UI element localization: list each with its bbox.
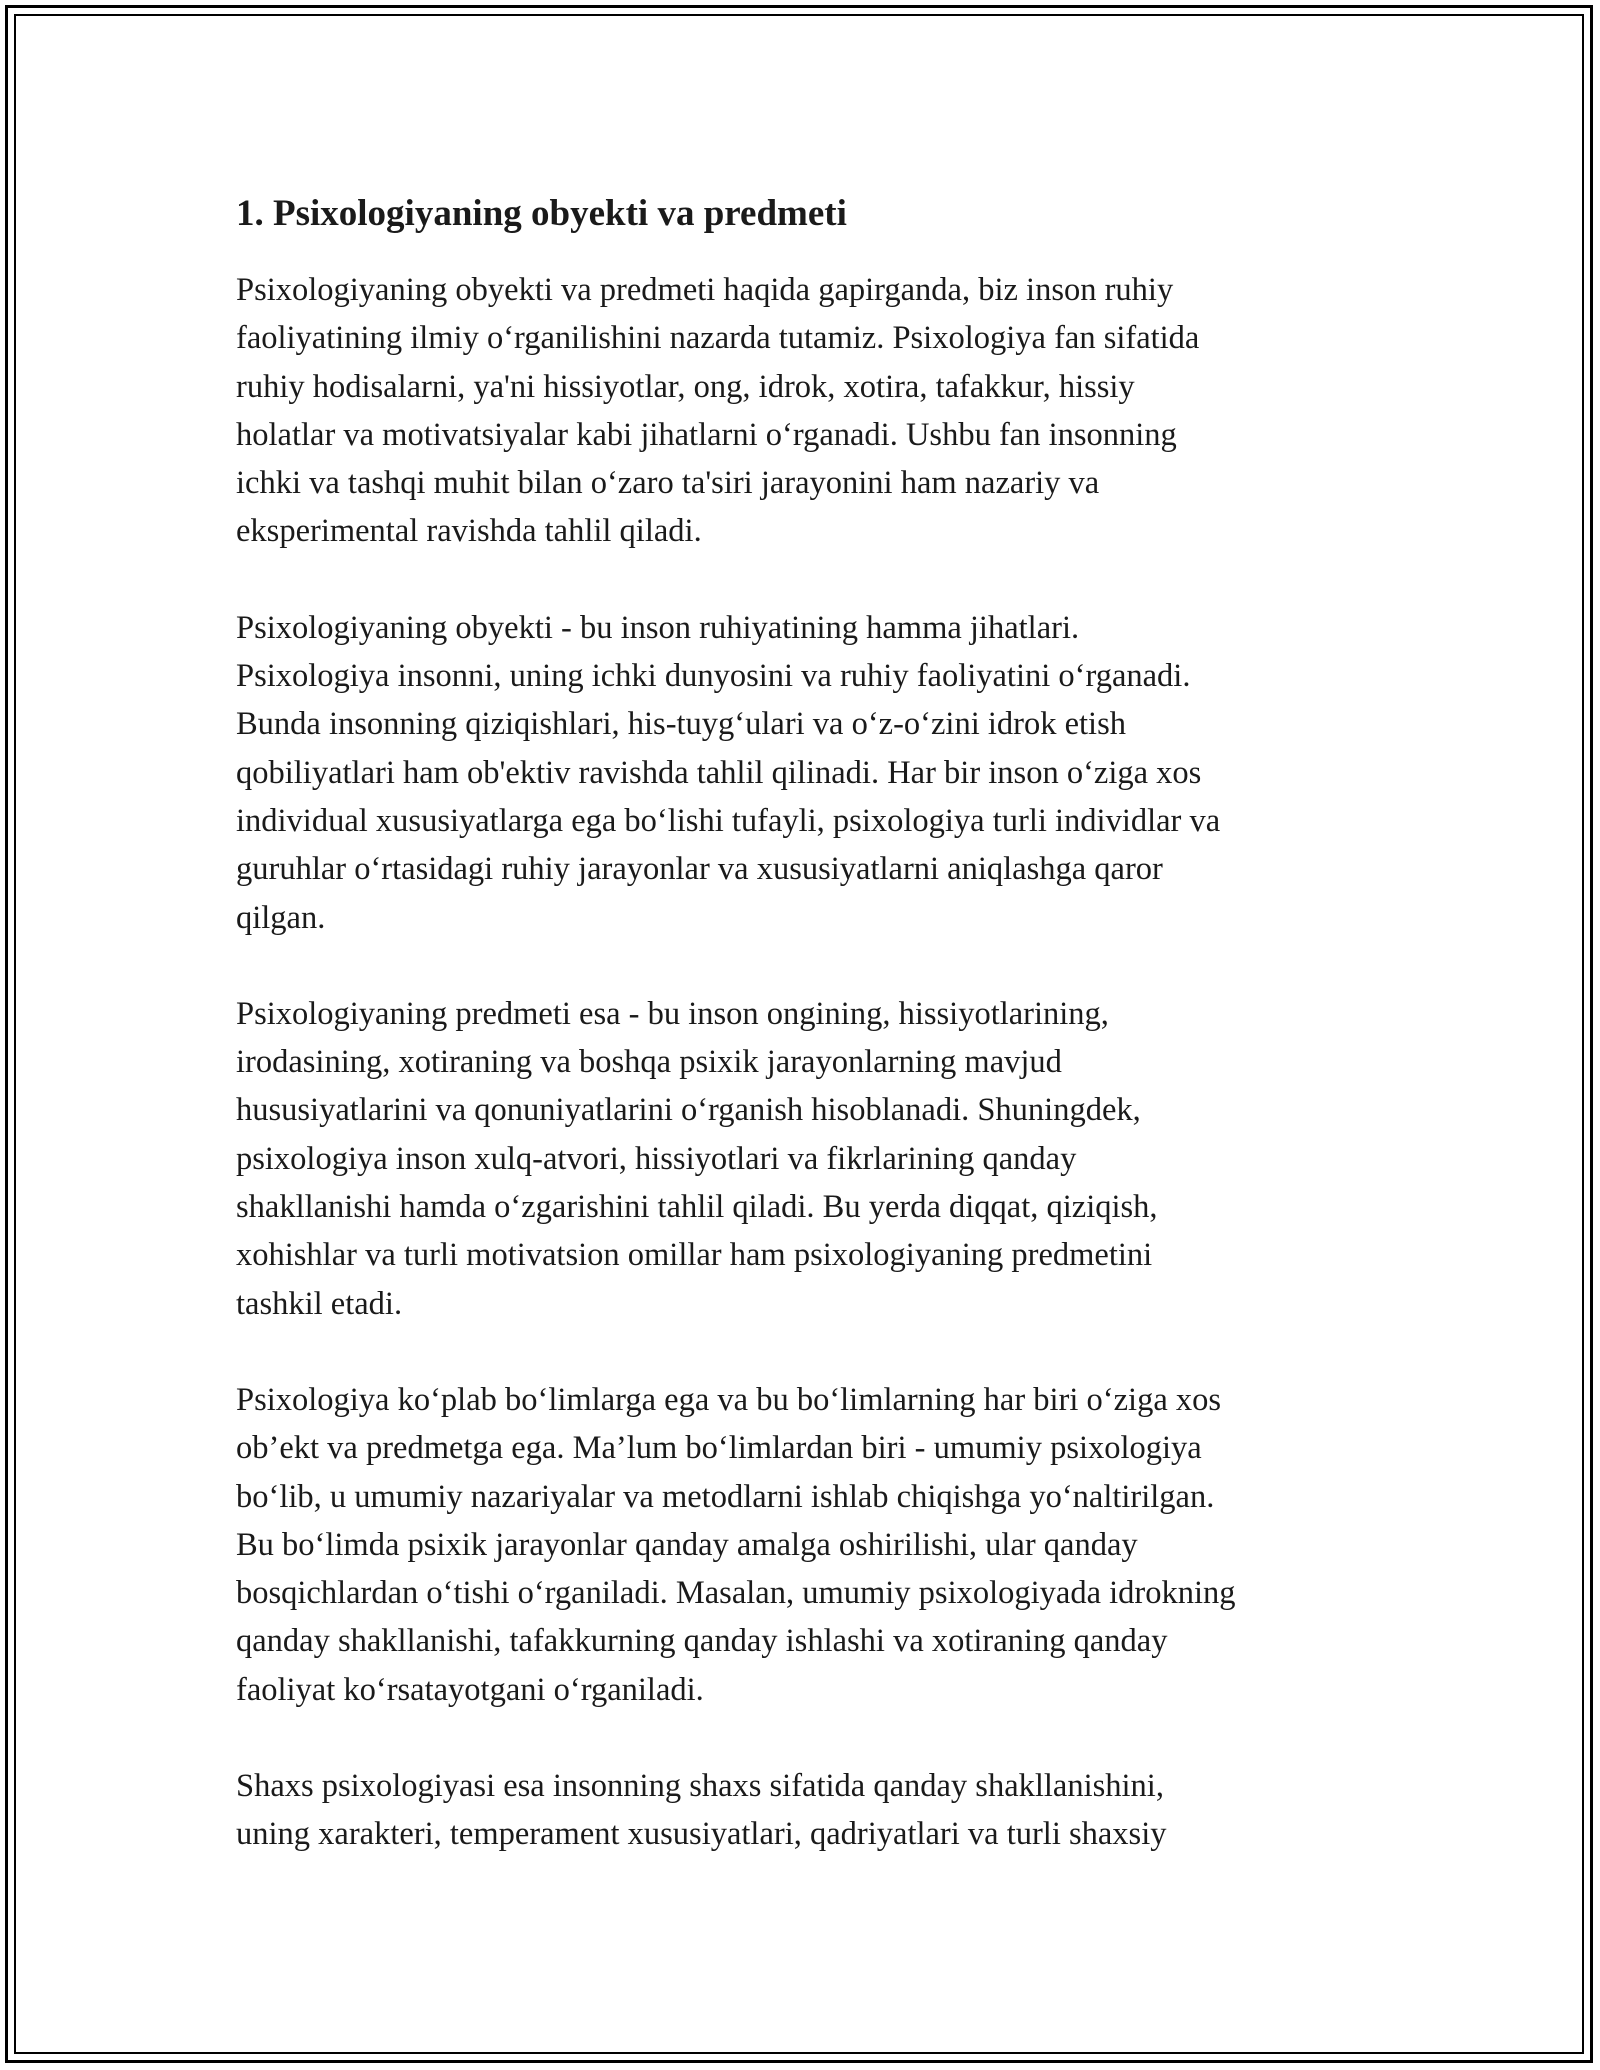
text-line: Psixologiyaning obyekti - bu inson ruhiyatining hamma jihatlari. <box>236 609 1080 646</box>
document-content <box>236 186 1376 1907</box>
text-line: ob’ekt va predmetga ega. Ma’lum bo‘limlardan biri - umumiy psixologiya <box>236 1430 1202 1467</box>
text-line: ruhiy hodisalarni, ya'ni hissiyotlar, ong, idrok, xotira, tafakkur, hissiy <box>236 368 1135 405</box>
text-line: faoliyatining ilmiy o‘rganilishini nazarda tutamiz. Psixologiya fan sifatida <box>236 320 1200 357</box>
text-line: psixologiya inson xulq-atvori, hissiyotlari va fikrlarining qanday <box>236 1140 1077 1177</box>
text-line: irodasining, xotiraning va boshqa psixik jarayonlarning mavjud <box>236 1044 1062 1081</box>
paragraph-5 <box>236 1762 1376 1859</box>
text-line: hususiyatlarini va qonuniyatlarini o‘rganish hisoblanadi. Shuningdek, <box>236 1092 1141 1129</box>
text-line: qilgan. <box>236 899 326 936</box>
text-line: Psixologiya insonni, uning ichki dunyosini va ruhiy faoliyatini o‘rganadi. <box>236 658 1191 695</box>
text-line: eksperimental ravishda tahlil qiladi. <box>236 513 702 550</box>
text-line: individual xususiyatlarga ega bo‘lishi tufayli, psixologiya turli individlar va <box>236 802 1221 839</box>
text-line: bosqichlardan o‘tishi o‘rganiladi. Masalan, umumiy psixologiyada idrokning <box>236 1575 1236 1612</box>
paragraph-1 <box>236 266 1376 556</box>
paragraph-2 <box>236 604 1376 942</box>
text-line: holatlar va motivatsiyalar kabi jihatlarni o‘rganadi. Ushbu fan insonning <box>236 416 1177 453</box>
text-line: qobiliyatlari ham ob'ektiv ravishda tahlil qilinadi. Har bir inson o‘ziga xos <box>236 754 1202 791</box>
text-line: guruhlar o‘rtasidagi ruhiy jarayonlar va xususiyatlarni aniqlashga qaror <box>236 851 1163 888</box>
text-line: uning xarakteri, temperament xususiyatlari, qadriyatlari va turli shaxsiy <box>236 1816 1167 1853</box>
text-line: Psixologiyaning predmeti esa - bu inson ongining, hissiyotlarining, <box>236 995 1109 1032</box>
text-line: Bunda insonning qiziqishlari, his-tuyg‘ulari va o‘z-o‘zini idrok etish <box>236 706 1126 743</box>
paragraph-4 <box>236 1376 1376 1714</box>
text-line: ichki va tashqi muhit bilan o‘zaro ta'siri jarayonini ham nazariy va <box>236 465 1100 502</box>
text-line: qanday shakllanishi, tafakkurning qanday ishlashi va xotiraning qanday <box>236 1623 1168 1660</box>
text-line: Shaxs psixologiyasi esa insonning shaxs sifatida qanday shakllanishini, <box>236 1768 1164 1805</box>
text-line: tashkil etadi. <box>236 1285 403 1322</box>
text-line: shakllanishi hamda o‘zgarishini tahlil qiladi. Bu yerda diqqat, qiziqish, <box>236 1189 1158 1226</box>
section-heading: 1. Psixologiyaning obyekti va predmeti <box>236 193 847 234</box>
paragraph-3 <box>236 990 1376 1328</box>
text-line: faoliyat ko‘rsatayotgani o‘rganiladi. <box>236 1671 704 1708</box>
text-line: Psixologiya ko‘plab bo‘limlarga ega va bu bo‘limlarning har biri o‘ziga xos <box>236 1381 1222 1418</box>
text-line: bo‘lib, u umumiy nazariyalar va metodlarni ishlab chiqishga yo‘naltirilgan. <box>236 1478 1215 1515</box>
text-line: xohishlar va turli motivatsion omillar ham psixologiyaning predmetini <box>236 1237 1153 1274</box>
text-line: Bu bo‘limda psixik jarayonlar qanday amalga oshirilishi, ular qanday <box>236 1526 1138 1563</box>
text-line: Psixologiyaning obyekti va predmeti haqida gapirganda, biz inson ruhiy <box>236 272 1174 308</box>
